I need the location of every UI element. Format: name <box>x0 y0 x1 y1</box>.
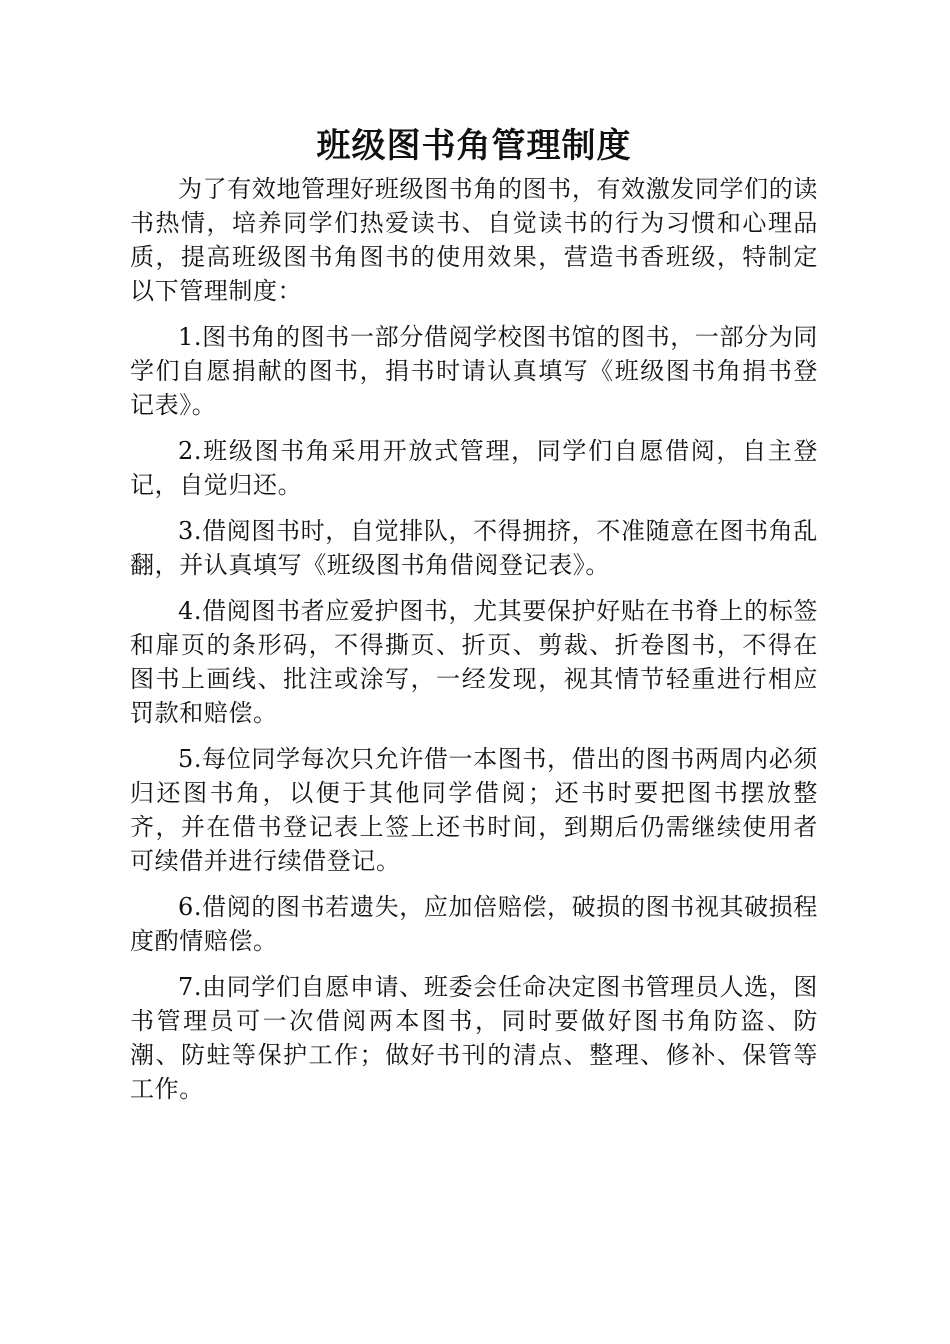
rule-item-5: 5.每位同学每次只允许借一本图书，借出的图书两周内必须归还图书角，以便于其他同学借阅；还书时要把图书摆放整齐，并在借书登记表上签上还书时间，到期后仍需继续使用者可续借并进行续借登记。 <box>130 745 818 875</box>
rule-item-1: 1.图书角的图书一部分借阅学校图书馆的图书，一部分为同学们自愿捐献的图书，捐书时请认真填写《班级图书角捐书登记表》。 <box>130 323 818 419</box>
intro-paragraph: 为了有效地管理好班级图书角的图书，有效激发同学们的读书热情，培养同学们热爱读书、自觉读书的行为习惯和心理品质，提高班级图书角图书的使用效果，营造书香班级，特制定以下管理制度： <box>130 175 818 305</box>
rule-item-4: 4.借阅图书者应爱护图书，尤其要保护好贴在书脊上的标签和扉页的条形码，不得撕页、折页、剪裁、折卷图书，不得在图书上画线、批注或涂写，一经发现，视其情节轻重进行相应罚款和赔偿。 <box>130 597 818 727</box>
rule-item-7: 7.由同学们自愿申请、班委会任命决定图书管理员人选，图书管理员可一次借阅两本图书，同时要做好图书角防盗、防潮、防蛀等保护工作；做好书刊的清点、整理、修补、保管等工作。 <box>130 973 818 1103</box>
document-title: 班级图书角管理制度 <box>316 126 632 166</box>
rule-item-2: 2.班级图书角采用开放式管理，同学们自愿借阅，自主登记，自觉归还。 <box>130 437 818 499</box>
document-page <box>130 118 818 1118</box>
rule-item-6: 6.借阅的图书若遗失，应加倍赔偿，破损的图书视其破损程度酌情赔偿。 <box>130 893 818 955</box>
rule-item-3: 3.借阅图书时，自觉排队，不得拥挤，不准随意在图书角乱翻，并认真填写《班级图书角借阅登记表》。 <box>130 517 818 579</box>
